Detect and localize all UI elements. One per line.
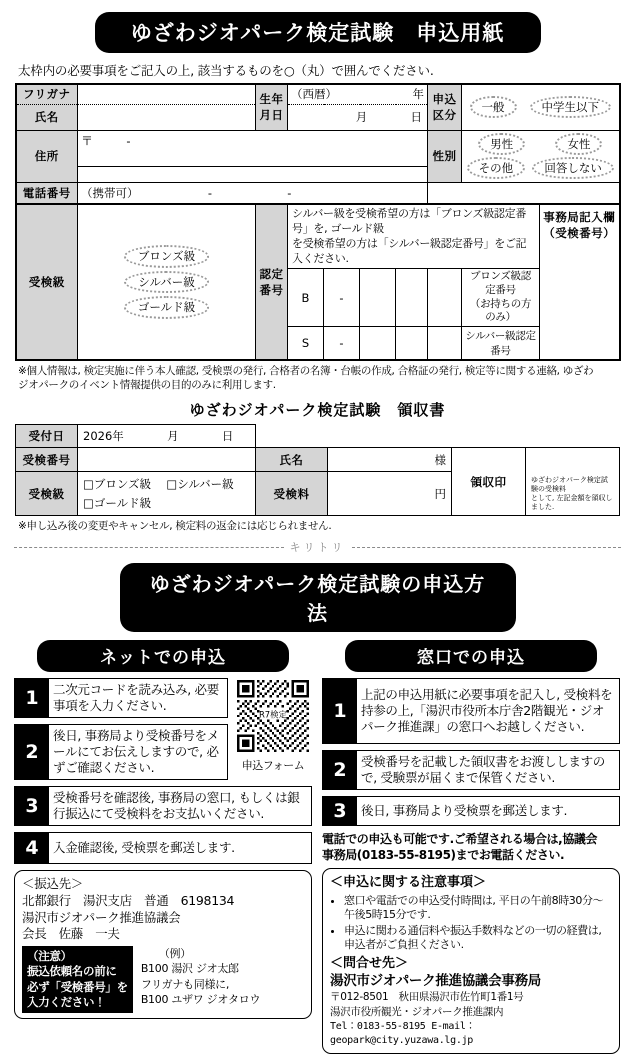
- receipt-empty-area: [256, 425, 620, 448]
- cert-digit-silver-2[interactable]: [396, 326, 428, 360]
- application-form-page: [0, 12, 635, 1046]
- label-receipt-name: 氏名: [256, 448, 328, 472]
- postal-dash: -: [126, 133, 131, 148]
- label-furigana: フリガナ: [16, 84, 78, 104]
- bank-example-title: （例）: [158, 947, 191, 961]
- cert-notice-line1: シルバー級を受検希望の方は「ブロンズ級認定番号」を, ゴールド級: [292, 207, 527, 235]
- label-receipt-seal: 領収印: [452, 448, 526, 516]
- cut-line-dash-left: [14, 547, 284, 548]
- receipt-date-year: 2026年: [83, 429, 124, 444]
- input-furigana[interactable]: [78, 84, 256, 104]
- table-row-address: [16, 130, 620, 166]
- net-step-2-text: 後日, 事務局より受検番号をメールにてお伝えしますので, 必ずご確認ください.: [53, 728, 219, 776]
- bank-org-line: 湯沢市ジオパーク推進協議会: [22, 909, 181, 925]
- label-office-use-line1: 事務局記入欄: [543, 210, 616, 224]
- net-step-3: [14, 786, 312, 826]
- receipt-checkbox-bronze[interactable]: □ブロンズ級: [83, 477, 152, 492]
- apply-methods-columns: [14, 640, 621, 1054]
- bank-caution-line1: 振込依頼名の前に: [27, 964, 117, 979]
- bank-caution-title: （注意）: [27, 949, 72, 964]
- receipt-table: [15, 424, 620, 516]
- counter-application-title: 窓口での申込: [345, 640, 597, 672]
- net-steps-1-2: [14, 678, 228, 786]
- phone-application-note-line2: 事務局(0183-55-8195)までお電話ください.: [322, 847, 565, 862]
- bank-account-line: 北都銀行 湯沢支店 普通 6198134: [22, 892, 235, 908]
- application-notes-list: [330, 894, 612, 953]
- receipt-checkbox-silver[interactable]: □シルバー級: [166, 477, 234, 492]
- bank-transfer-box: [14, 870, 312, 1019]
- gender-option-other[interactable]: その他: [467, 157, 526, 179]
- apply-type-option-junior[interactable]: 中学生以下: [530, 96, 612, 118]
- cert-notice-line2: を受検希望の方は「シルバー級認定番号」をご記入ください.: [292, 236, 527, 265]
- page-title-banner: ゆざわジオパーク検定試験 申込用紙: [95, 12, 541, 53]
- gender-option-female[interactable]: 女性: [555, 133, 602, 155]
- input-receipt-exam-number[interactable]: [78, 448, 256, 472]
- cert-dash-silver: -: [324, 326, 360, 360]
- receipt-seal-note-line2: として, 左記金額を領収しました.: [531, 493, 613, 511]
- label-apply-type-line2: 区分: [432, 108, 457, 123]
- net-step-2: [14, 724, 228, 780]
- label-receipt-fee: 受検料: [256, 472, 328, 516]
- birth-year-unit: 年: [412, 87, 424, 102]
- birth-era-label: （西暦）: [291, 87, 337, 102]
- cert-digit-bronze-2[interactable]: [396, 269, 428, 327]
- receipt-row-date: [16, 425, 620, 448]
- qr-code-icon[interactable]: [237, 680, 309, 752]
- counter-step-2-text: 受検番号を記載した領収書をお渡ししますので, 受験票が届くまで保管ください.: [361, 754, 606, 786]
- counter-step-3: [322, 796, 620, 826]
- birth-day-unit: 日: [410, 110, 422, 124]
- apply-type-options: [462, 84, 620, 130]
- label-birthdate-line1: 生年: [259, 92, 284, 107]
- input-phone[interactable]: [78, 182, 428, 204]
- label-cert-number-line1: 認定: [259, 266, 284, 281]
- receipt-seal-note: [531, 476, 614, 512]
- cert-desc-bronze-line2: （お持ちの方のみ）: [469, 297, 532, 324]
- birth-month-unit: 月: [355, 110, 368, 124]
- receipt-seal-area: [526, 448, 620, 516]
- bank-caution-block: [22, 946, 133, 1013]
- receipt-grade-checkboxes: [78, 472, 256, 516]
- input-birth-year[interactable]: [288, 84, 428, 104]
- contact-address-line2: 湯沢市役所観光・ジオパーク推進課内: [330, 1006, 504, 1019]
- cert-desc-bronze-line1: ブロンズ級認定番号: [470, 270, 531, 297]
- grade-option-bronze[interactable]: ブロンズ級: [124, 245, 209, 267]
- contact-tel-email[interactable]: Tel：0183-55-8195 E-mail：geopark@city.yuzawa.lg.jp: [330, 1020, 476, 1046]
- bank-caution-row: [22, 946, 304, 1013]
- application-form-table: [15, 83, 621, 361]
- receipt-date-month: 月: [167, 429, 179, 444]
- cert-notice: [288, 204, 540, 269]
- label-gender: 性別: [428, 130, 462, 182]
- apply-type-option-general[interactable]: 一般: [470, 96, 517, 118]
- table-row-furigana: [16, 84, 620, 104]
- cert-digit-silver-1[interactable]: [360, 326, 396, 360]
- net-step-4: [14, 832, 312, 864]
- label-cert-number: [256, 204, 288, 360]
- label-name: 氏名: [16, 104, 78, 130]
- phone-application-note-line1: 電話での申込も可能です.ご希望される場合は,協議会: [322, 832, 598, 847]
- grade-options: [78, 204, 256, 360]
- net-step-4-text: 入金確認後, 受検票を郵送します.: [53, 840, 235, 856]
- net-step-1-text: 二次元コードを読み込み, 必要事項を入力ください.: [53, 682, 219, 714]
- counter-step-3-number: 3: [323, 797, 357, 825]
- cert-digit-silver-3[interactable]: [428, 326, 462, 360]
- label-receipt-exam-number: 受検番号: [16, 448, 78, 472]
- receipt-fee-unit: 円: [434, 486, 446, 501]
- counter-step-3-text: 後日, 事務局より受検票を郵送します.: [361, 803, 568, 819]
- input-receipt-fee[interactable]: [328, 472, 452, 516]
- net-step-3-number: 3: [15, 787, 49, 825]
- privacy-note-line1: ※個人情報は, 検定実施に伴う本人確認, 受検票の発行, 合格者の名簿・台帳の作成, 合格証の発行, 検定等に関する連絡, ゆざわ: [18, 364, 594, 377]
- bank-chair-line: 会長 佐藤 一夫: [22, 926, 120, 942]
- grade-option-gold[interactable]: ゴールド級: [124, 296, 209, 318]
- label-birthdate: [256, 84, 288, 130]
- application-notes-box: [322, 868, 620, 1053]
- bank-example-line3: B100 ユザワ ジオタロウ: [140, 992, 261, 1006]
- privacy-note: [18, 364, 635, 392]
- label-receipt-grade: 受検級: [16, 472, 78, 516]
- bank-example-line2: フリガナも同様に,: [140, 977, 230, 991]
- counter-step-2: [322, 750, 620, 790]
- bank-heading: ＜振込先＞: [22, 876, 84, 892]
- cancel-note: ※申し込み後の変更やキャンセル, 検定料の返金には応じられません.: [18, 520, 332, 533]
- counter-step-1-text: 上記の申込用紙に必要事項を記入し, 受検料を持参の上,「湯沢市役所本庁舎2階観光・ジオパーク推進課」の窓口へお越しください.: [361, 687, 613, 735]
- bank-caution-line3: 入力ください！: [27, 994, 106, 1009]
- input-birth-month-day[interactable]: [288, 104, 428, 130]
- contact-heading: ＜問合せ先＞: [330, 955, 409, 971]
- label-cert-number-line2: 番号: [259, 282, 284, 297]
- cert-desc-silver-line1: シルバー級認定番号: [465, 329, 536, 357]
- receipt-seal-note-line1: ゆざわジオパーク検定試験の受検料: [531, 475, 608, 493]
- receipt-name-suffix: 様: [434, 452, 446, 467]
- label-office-use-line2: （受検番号）: [543, 226, 616, 240]
- gender-options: [462, 130, 620, 182]
- net-step-2-number: 2: [15, 725, 49, 779]
- cut-line-label: キリトリ: [289, 541, 346, 555]
- label-apply-type: [428, 84, 462, 130]
- cert-digit-bronze-3[interactable]: [428, 269, 462, 327]
- qr-caption: 申込フォーム: [241, 759, 305, 773]
- application-note-item-2: • 申込に関わる通信料や振込手数料などの一切の経費は, 申込者がご負担ください.: [344, 924, 612, 953]
- label-address: 住所: [16, 130, 78, 182]
- label-apply-type-line1: 申込: [432, 92, 457, 107]
- counter-step-1: [322, 678, 620, 744]
- phone-dash-1: -: [207, 185, 212, 200]
- cert-dash-bronze: -: [324, 269, 360, 327]
- counter-step-1-number: 1: [323, 679, 357, 743]
- contact-address-line1: 〒012-8501 秋田県湯沢市佐竹町1番1号: [330, 991, 524, 1004]
- gender-option-male[interactable]: 男性: [478, 133, 525, 155]
- postal-mark-icon: 〒: [81, 133, 94, 148]
- net-step-1: [14, 678, 228, 718]
- receipt-date-day: 日: [221, 429, 234, 444]
- input-address-line2[interactable]: [78, 166, 428, 182]
- net-step-3-text: 受検番号を確認後, 事務局の窓口, もしくは銀行振込にて受検料をお支払いください.: [53, 790, 300, 822]
- phone-application-note: [322, 832, 620, 863]
- cert-desc-bronze: [462, 269, 540, 327]
- net-steps-with-qr: [14, 678, 312, 786]
- cert-digit-bronze-1[interactable]: [360, 269, 396, 327]
- contact-organization: 湯沢市ジオパーク推進協議会事務局: [330, 973, 541, 990]
- table-row-phone: [16, 182, 620, 204]
- cut-line-dash-right: [352, 547, 622, 548]
- application-note-item-1: • 窓口や電話での申込受付時間は, 平日の午前8時30分～午後5時15分です.: [344, 894, 612, 923]
- cert-prefix-bronze: B: [288, 269, 324, 327]
- qr-center-label-text: R7検定: [258, 709, 288, 720]
- phone-dash-2: -: [287, 185, 292, 200]
- counter-application-column: [322, 640, 620, 1054]
- gender-option-no-answer[interactable]: 回答しない: [532, 157, 614, 179]
- cert-prefix-silver: S: [288, 326, 324, 360]
- cut-line: [14, 539, 621, 555]
- grade-option-silver[interactable]: シルバー級: [124, 271, 208, 293]
- privacy-note-line2: ジオパークのイベント情報提供の目的のみに利用します.: [18, 379, 276, 392]
- bank-caution-line2: 必ず「受検番号」を: [27, 979, 128, 994]
- counter-step-2-number: 2: [323, 751, 357, 789]
- cert-desc-silver: [462, 326, 540, 360]
- label-grade: 受検級: [16, 204, 78, 360]
- bank-example-line1: B100 湯沢 ジオ太郎: [140, 962, 239, 976]
- receipt-checkbox-gold[interactable]: □ゴールド級: [83, 495, 152, 510]
- net-application-column: [14, 640, 312, 1054]
- input-name[interactable]: [78, 104, 256, 130]
- table-row-grade: [16, 204, 620, 269]
- receipt-row-exam-number: [16, 448, 620, 472]
- label-office-use: [540, 204, 620, 360]
- net-step-4-number: 4: [15, 833, 49, 863]
- input-received-date[interactable]: [78, 425, 256, 448]
- instruction-text: 太枠内の必要事項をご記入の上, 該当するものを○（丸）で囲んでください.: [18, 63, 434, 78]
- label-received-date: 受付日: [16, 425, 78, 448]
- application-notes-heading: ＜申込に関する注意事項＞: [330, 875, 487, 891]
- label-birthdate-line2: 月日: [259, 108, 284, 123]
- qr-code-block: [234, 678, 312, 773]
- receipt-title: ゆざわジオパーク検定試験 領収書: [189, 401, 446, 420]
- label-phone: 電話番号: [16, 182, 78, 204]
- bank-example-block: [141, 946, 260, 1007]
- apply-method-banner: ゆざわジオパーク検定試験の申込方法: [120, 563, 516, 632]
- phone-hint: （携帯可）: [81, 185, 139, 200]
- input-address[interactable]: [78, 130, 428, 166]
- net-application-title: ネットでの申込: [37, 640, 289, 672]
- net-step-1-number: 1: [15, 679, 49, 717]
- input-receipt-name[interactable]: [328, 448, 452, 472]
